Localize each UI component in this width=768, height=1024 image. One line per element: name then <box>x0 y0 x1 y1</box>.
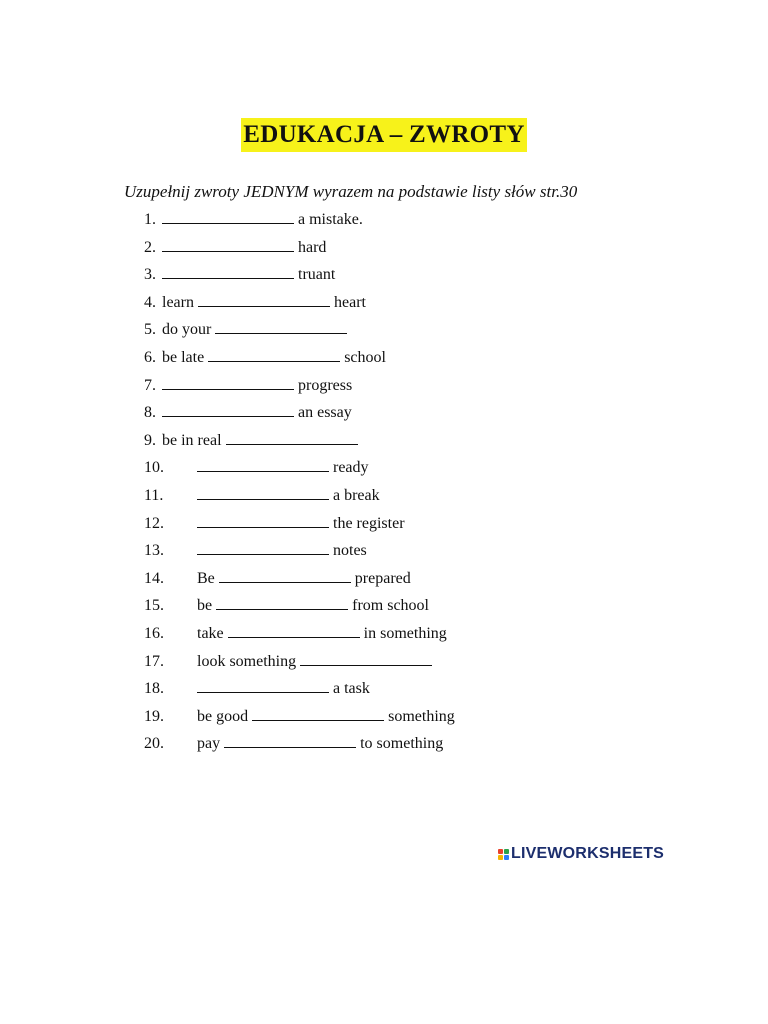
answer-blank[interactable] <box>252 706 384 721</box>
answer-blank[interactable] <box>197 457 329 472</box>
item-after: ready <box>333 459 369 477</box>
answer-blank[interactable] <box>300 651 432 666</box>
list-item <box>0 236 768 260</box>
item-before: be good <box>197 707 249 725</box>
item-text <box>197 650 432 674</box>
item-text <box>197 732 443 756</box>
item-number: 10. <box>144 459 164 477</box>
list-item <box>0 732 768 756</box>
list-item <box>0 346 768 370</box>
item-text <box>162 401 352 425</box>
answer-blank[interactable] <box>216 595 348 610</box>
answer-blank[interactable] <box>215 319 347 334</box>
answer-blank[interactable] <box>162 375 294 390</box>
item-number: 19. <box>144 707 164 725</box>
item-text <box>162 429 358 453</box>
list-item <box>0 539 768 563</box>
logo-square <box>504 855 509 860</box>
answer-blank[interactable] <box>162 402 294 417</box>
item-after: to something <box>360 735 444 753</box>
item-before: be <box>197 597 213 615</box>
answer-blank[interactable] <box>197 678 329 693</box>
item-number: 7. <box>144 376 156 394</box>
liveworksheets-logo-text: LIVEWORKSHEETS <box>511 845 665 862</box>
answer-blank[interactable] <box>197 540 329 555</box>
item-after: school <box>344 349 386 366</box>
logo-square <box>498 849 503 854</box>
list-item <box>0 291 768 315</box>
answer-blank[interactable] <box>219 568 351 583</box>
item-after: something <box>388 707 455 725</box>
title-wrap <box>0 118 768 152</box>
item-before: look something <box>197 652 297 670</box>
item-number: 2. <box>144 238 156 256</box>
list-item <box>0 456 768 480</box>
list-item <box>0 263 768 287</box>
item-after: hard <box>298 238 327 256</box>
list-item <box>0 484 768 508</box>
item-number: 14. <box>144 569 164 587</box>
liveworksheets-logo <box>498 845 664 863</box>
item-after: the register <box>333 514 405 532</box>
item-text <box>197 677 370 701</box>
item-number: 3. <box>144 266 156 284</box>
item-text <box>197 512 405 536</box>
item-text <box>197 594 429 618</box>
answer-blank[interactable] <box>197 513 329 528</box>
item-number: 8. <box>144 404 156 422</box>
list-item <box>0 429 768 453</box>
answer-blank[interactable] <box>162 264 294 279</box>
list-item <box>0 208 768 232</box>
item-text <box>162 208 363 232</box>
item-before: be in real <box>162 431 222 449</box>
answer-blank[interactable] <box>228 623 360 638</box>
item-number: 17. <box>144 652 164 670</box>
item-after: a task <box>333 680 370 698</box>
logo-square <box>504 849 509 854</box>
item-text <box>162 318 347 342</box>
item-number: 16. <box>144 625 164 642</box>
answer-blank[interactable] <box>162 209 294 224</box>
item-text <box>197 456 369 480</box>
item-before: take <box>197 625 224 642</box>
item-number: 4. <box>144 293 156 311</box>
answer-blank[interactable] <box>208 347 340 362</box>
item-number: 5. <box>144 321 156 339</box>
item-after: notes <box>333 542 367 560</box>
item-text <box>162 263 335 287</box>
item-number: 6. <box>144 349 156 366</box>
list-item <box>0 567 768 591</box>
list-item <box>0 677 768 701</box>
worksheet-title: EDUKACJA – ZWROTY <box>241 118 527 152</box>
liveworksheets-logo-icon <box>498 849 509 860</box>
item-number: 12. <box>144 514 164 532</box>
item-text <box>197 484 380 508</box>
item-number: 1. <box>144 211 156 228</box>
item-number: 15. <box>144 597 164 615</box>
item-after: truant <box>298 266 336 284</box>
answer-blank[interactable] <box>162 237 294 252</box>
answer-blank[interactable] <box>226 430 358 445</box>
answer-blank[interactable] <box>197 485 329 500</box>
list-item <box>0 512 768 536</box>
item-after: progress <box>298 376 353 394</box>
item-before: Be <box>197 569 215 587</box>
item-number: 11. <box>144 487 164 504</box>
list-item <box>0 401 768 425</box>
item-text <box>197 705 455 729</box>
list-item <box>0 318 768 342</box>
item-after: in something <box>363 625 447 642</box>
list-item <box>0 594 768 618</box>
instructions: Uzupełnij zwroty JEDNYM wyrazem na podstawie listy słów str.30 <box>124 182 578 201</box>
list-item <box>0 650 768 674</box>
item-after: a break <box>333 487 380 504</box>
item-before: pay <box>197 735 221 753</box>
item-after: a mistake. <box>298 211 363 228</box>
list-item <box>0 705 768 729</box>
item-after: from school <box>352 597 429 615</box>
answer-blank[interactable] <box>198 292 330 307</box>
item-text <box>162 374 352 398</box>
item-after: an essay <box>298 404 352 422</box>
list-item <box>0 374 768 398</box>
item-number: 18. <box>144 680 164 698</box>
item-text <box>197 567 411 591</box>
item-before: do your <box>162 321 212 339</box>
list-item <box>0 622 768 646</box>
item-text <box>197 622 447 646</box>
item-text <box>162 291 366 315</box>
item-text <box>162 236 326 260</box>
item-before: learn <box>162 293 194 311</box>
logo-square <box>498 855 503 860</box>
item-number: 9. <box>144 431 156 449</box>
item-text <box>197 539 367 563</box>
item-text <box>162 346 386 370</box>
item-after: heart <box>333 293 366 311</box>
item-number: 13. <box>144 542 164 560</box>
item-before: be late <box>162 349 205 366</box>
item-after: prepared <box>354 569 411 587</box>
answer-blank[interactable] <box>224 733 356 748</box>
item-number: 20. <box>144 735 164 753</box>
